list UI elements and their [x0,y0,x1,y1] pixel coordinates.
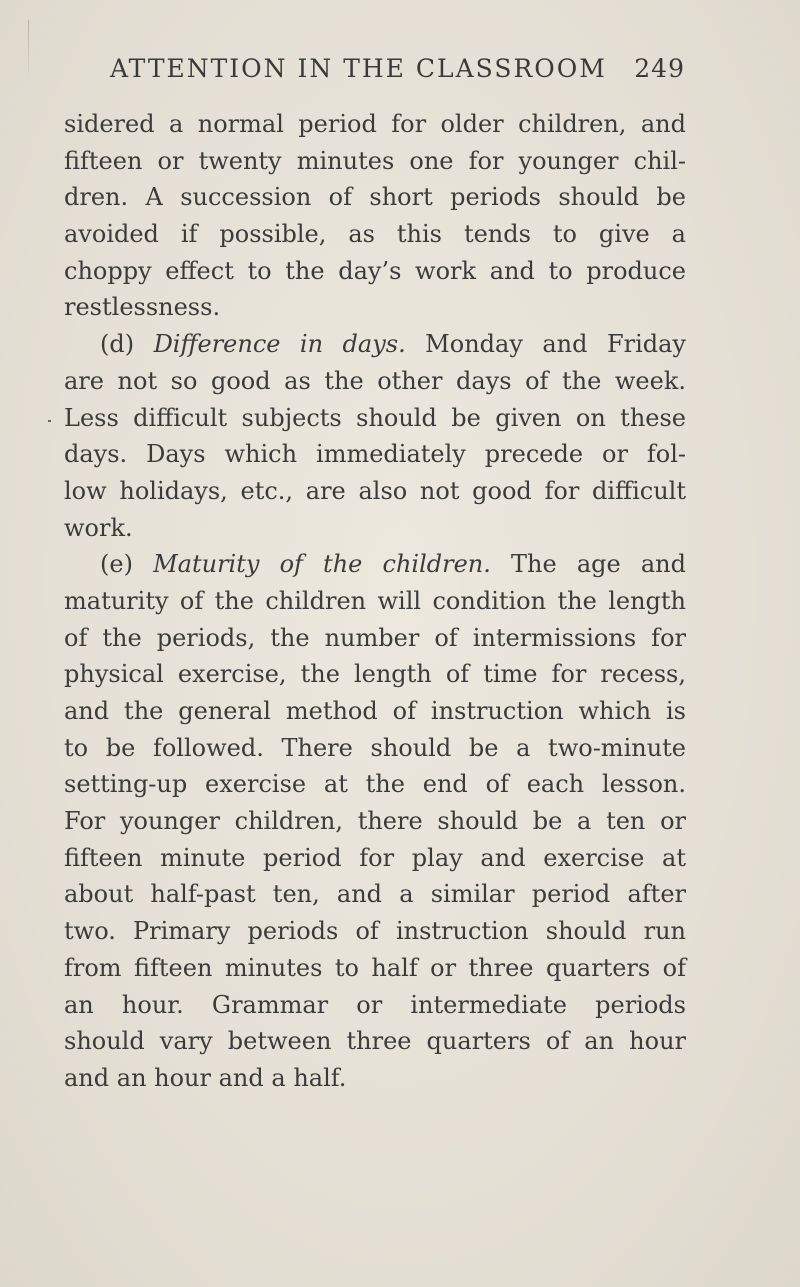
text-line: and an hour and a half. [64,1063,347,1092]
body-text [64,106,686,1097]
text-line: For younger children, there should be a ten or [64,807,686,836]
text-line: and the general method of instruction which is [64,697,686,725]
text-line: days. Days which immediately precede or fol- [64,440,686,469]
text-line: restlessness. [64,293,221,322]
text-line: low holidays, etc., are also not good for difficult [64,476,686,505]
text-line: fifteen minute period for play and exercise at [64,843,686,872]
section-label: (d) [100,330,135,359]
text-line: two. Primary periods of instruction should run [64,917,686,946]
section-heading-line [64,326,686,363]
text-line: work. [64,513,133,542]
section-lead-text: The age and [511,550,686,579]
section-heading: Maturity of the children. [153,550,491,579]
section-heading-line [64,546,686,583]
text-line: setting-up exercise at the end of each lesson. [64,770,686,799]
text-line: of the periods, the number of intermissions for [64,623,686,652]
section-heading: Difference in days. [153,330,406,359]
text-line: from fifteen minutes to half or three quarters of [64,953,686,982]
chapter-title: ATTENTION IN THE CLASSROOM [110,54,607,83]
page-number: 249 [634,54,685,83]
text-line: to be followed. There should be a two-minute [64,733,686,762]
text-line: about half-past ten, and a similar period after [64,880,686,909]
margin-mark [48,420,51,422]
text-line: are not so good as the other days of the week. [64,366,686,395]
text-line: an hour. Grammar or intermediate periods [64,990,686,1019]
text-line: should vary between three quarters of an hour [64,1027,686,1056]
text-line: avoided if possible, as this tends to give a [64,220,686,249]
text-line: Less difficult subjects should be given on these [64,403,686,432]
running-head [110,54,685,90]
text-line: dren. A succession of short periods should be [64,183,686,212]
text-line: choppy effect to the day’s work and to produce [64,256,686,285]
text-line: fifteen or twenty minutes one for younger chil- [64,146,686,175]
text-line: sidered a normal period for older children, and [64,110,686,138]
text-line: maturity of the children will condition the length [64,586,686,615]
section-label: (e) [100,550,133,579]
text-line: physical exercise, the length of time for recess, [64,660,686,689]
page-crease [28,20,29,80]
section-lead-text: Monday and Friday [425,330,686,359]
